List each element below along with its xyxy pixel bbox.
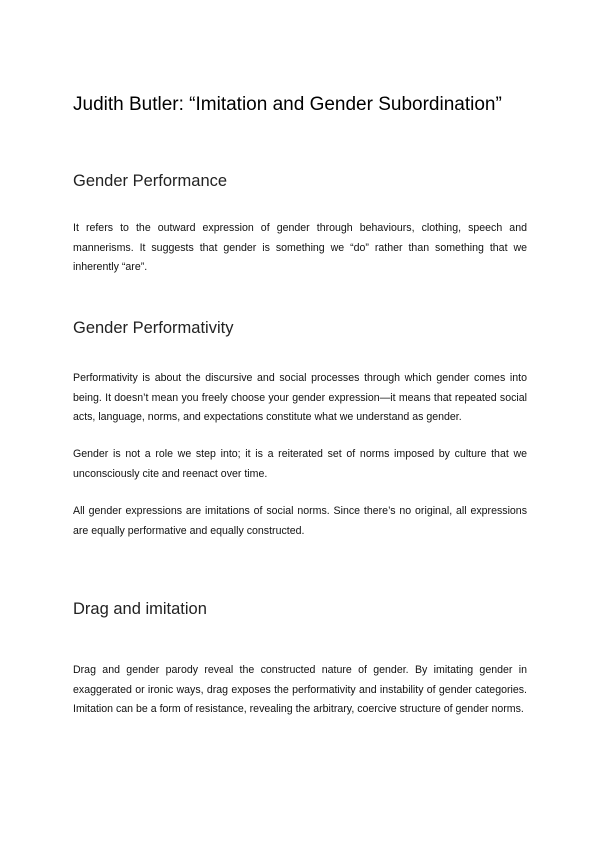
paragraph-imitations-of-norms: All gender expressions are imitations of social norms. Since there’s no original, all expressions are equally performative and equally constructed.: [73, 505, 527, 537]
document-title: Judith Butler: “Imitation and Gender Subordination”: [73, 94, 502, 115]
paragraph-reiterated-norms: Gender is not a role we step into; it is a reiterated set of norms imposed by culture that we unconsciously cite and reenact over time.: [73, 448, 527, 480]
paragraph-gender-performance: It refers to the outward expression of gender through behaviours, clothing, speech and mannerisms. It suggests that gender is something we “do” rather than something that we inherently “are”.: [73, 222, 527, 273]
paragraph-drag-and-parody: Drag and gender parody reveal the constructed nature of gender. By imitating gender in exaggerated or ironic ways, drag exposes the performativity and instability of gender categories. Imitation can be a form of resistance, revealing the arbitrary, coercive structure of gender norms.: [73, 664, 527, 715]
section-heading-gender-performativity: Gender Performativity: [73, 319, 234, 337]
section-heading-drag-and-imitation: Drag and imitation: [73, 600, 207, 618]
paragraph-performativity-definition: Performativity is about the discursive and social processes through which gender comes into being. It doesn’t mean you freely choose your gender expression—it means that repeated social acts, language, norms, and expectations constitute what we understand as gender.: [73, 372, 527, 423]
section-heading-gender-performance: Gender Performance: [73, 172, 228, 190]
